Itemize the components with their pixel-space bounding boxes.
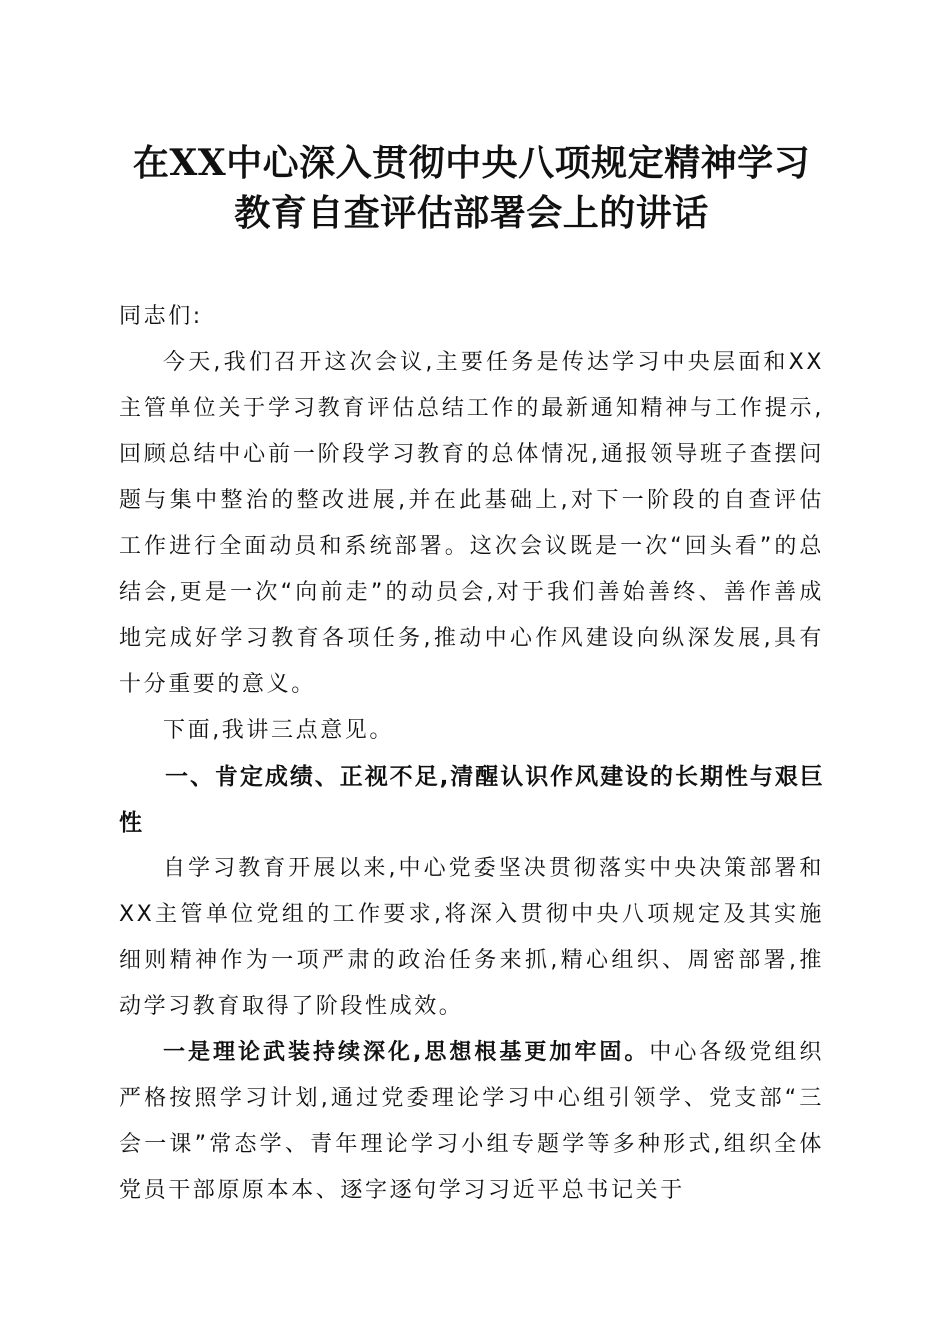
point-one-lead: 一是理论武装持续深化,思想根基更加牢固。 bbox=[163, 1040, 650, 1065]
paragraph-point-one bbox=[119, 1030, 824, 1214]
paragraph-opening: 今天,我们召开这次会议,主要任务是传达学习中央层面和XX主管单位关于学习教育评估总结工作的最新通知精神与工作提示,回顾总结中心前一阶段学习教育的总体情况,通报领导班子查摆问题与集中整治的整改进展,并在此基础上,对下一阶段的自查评估工作进行全面动员和系统部署。这次会议既是一次“回头看”的总结会,更是一次“向前走”的动员会,对于我们善始善终、善作善成地完成好学习教育各项任务,推动中心作风建设向纵深发展,具有十分重要的意义。 bbox=[119, 350, 824, 697]
point-one-body: 中心各级党组织严格按照学习计划,通过党委理论学习中心组引领学、党支部“三会一课”常态学、青年理论学习小组专题学等多种形式,组织全体党员干部原原本本、逐字逐句学习习近平总书记关于 bbox=[119, 1040, 825, 1203]
paragraph-outline: 下面,我讲三点意见。 bbox=[163, 718, 394, 743]
document-title: 在XX中心深入贯彻中央八项规定精神学习教育自查评估部署会上的讲话 bbox=[132, 142, 811, 234]
salutation: 同志们: bbox=[119, 304, 203, 329]
document-page bbox=[119, 138, 824, 1214]
paragraph-achievements: 自学习教育开展以来,中心党委坚决贯彻落实中央决策部署和XX主管单位党组的工作要求,将深入贯彻中央八项规定及其实施细则精神作为一项严肃的政治任务来抓,精心组织、周密部署,推动学习教育取得了阶段性成效。 bbox=[119, 856, 824, 1019]
section-heading-1: 一、肯定成绩、正视不足,清醒认识作风建设的长期性与艰巨性 bbox=[119, 764, 824, 836]
